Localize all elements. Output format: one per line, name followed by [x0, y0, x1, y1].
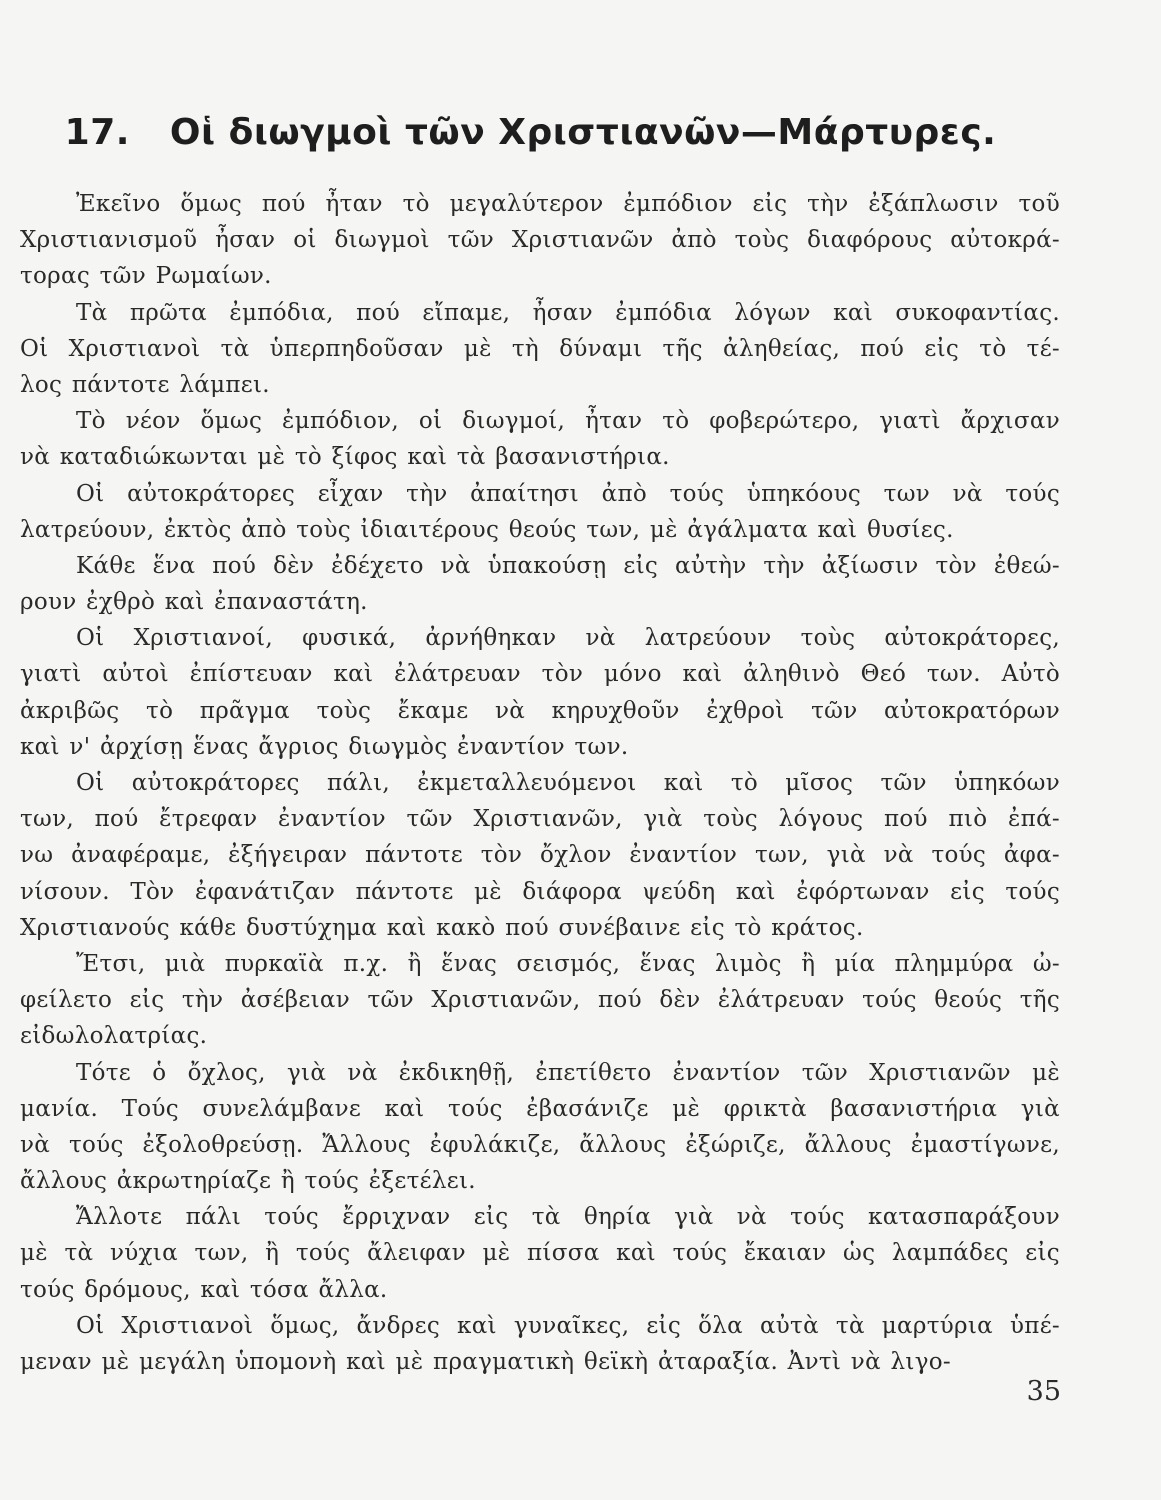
text-line: νίσουν. Τὸν ἐφανάτιζαν πάντοτε μὲ διάφορα ψεύδη καὶ ἐφόρτωναν εἰς τούς: [20, 878, 1060, 905]
text-line: Οἱ αὐτοκράτορες εἶχαν τὴν ἀπαίτησι ἀπὸ τούς ὑπηκόους των νὰ τούς: [76, 480, 1060, 507]
text-line: Χριστιανισμοῦ ἦσαν οἱ διωγμοὶ τῶν Χριστιανῶν ἀπὸ τοὺς διαφόρους αὐτοκρά-: [20, 227, 1060, 254]
text-line: νω ἀναφέραμε, ἐξήγειραν πάντοτε τὸν ὄχλον ἐναντίον των, γιὰ νὰ τούς ἀφα-: [20, 842, 1060, 869]
text-line: Χριστιανούς κάθε δυστύχημα καὶ κακὸ πού συνέβαινε εἰς τὸ κράτος.: [20, 914, 864, 941]
text-line: καὶ ν' ἀρχίσῃ ἕνας ἄγριος διωγμὸς ἐναντίον των.: [20, 733, 629, 760]
text-line: Κάθε ἕνα πού δὲν ἐδέχετο νὰ ὑπακούσῃ εἰς αὐτὴν τὴν ἀξίωσιν τὸν ἐθεώ-: [76, 552, 1060, 579]
paragraph: [20, 620, 1060, 765]
text-line: Τότε ὁ ὄχλος, γιὰ νὰ ἐκδικηθῇ, ἐπετίθετο ἐναντίον τῶν Χριστιανῶν μὲ: [76, 1059, 1060, 1086]
text-line: Ἔτσι, μιὰ πυρκαϊὰ π.χ. ἢ ἕνας σεισμός, ἕνας λιμὸς ἢ μία πλημμύρα ὠ-: [76, 950, 1060, 977]
text-line: τορας τῶν Ρωμαίων.: [20, 263, 272, 290]
text-line: νὰ τούς ἐξολοθρεύσῃ. Ἄλλους ἐφυλάκιζε, ἄλλους ἐξώριζε, ἄλλους ἐμαστίγωνε,: [20, 1131, 1060, 1158]
paragraph: [20, 1308, 1060, 1380]
text-line: λατρεύουν, ἐκτὸς ἀπὸ τοὺς ἰδιαιτέρους θεούς των, μὲ ἀγάλματα καὶ θυσίες.: [20, 516, 954, 543]
text-line: Τὰ πρῶτα ἐμπόδια, πού εἴπαμε, ἦσαν ἐμπόδια λόγων καὶ συκοφαντίας.: [76, 299, 1060, 326]
text-line: ἄλλους ἀκρωτηρίαζε ἢ τούς ἐξετέλει.: [20, 1168, 476, 1195]
text-line: γιατὶ αὐτοὶ ἐπίστευαν καὶ ἐλάτρευαν τὸν μόνο καὶ ἀληθινὸ Θεό των. Αὐτὸ: [20, 661, 1060, 688]
page-body: [20, 186, 1060, 1380]
text-line: μανία. Τούς συνελάμβανε καὶ τούς ἐβασάνιζε μὲ φρικτὰ βασανιστήρια γιὰ: [20, 1095, 1060, 1122]
text-line: Ἄλλοτε πάλι τούς ἔρριχναν εἰς τὰ θηρία γιὰ νὰ τούς κατασπαράξουν: [76, 1204, 1060, 1231]
paragraph: [20, 1055, 1060, 1200]
text-line: ρουν ἐχθρὸ καὶ ἐπαναστάτη.: [20, 589, 368, 616]
text-line: μεναν μὲ μεγάλη ὑπομονὴ καὶ μὲ πραγματικὴ θεϊκὴ ἀταραξία. Ἀντὶ νὰ λιγο-: [20, 1349, 951, 1375]
text-line: λος πάντοτε λάμπει.: [20, 371, 270, 398]
paragraph: [20, 548, 1060, 620]
text-line: Οἱ Χριστιανοὶ ὅμως, ἄνδρες καὶ γυναῖκες, εἰς ὅλα αὐτὰ τὰ μαρτύρια ὑπέ-: [76, 1312, 1060, 1339]
text-line: Τὸ νέον ὅμως ἐμπόδιον, οἱ διωγμοί, ἦταν τὸ φοβερώτερο, γιατὶ ἄρχισαν: [76, 408, 1060, 435]
chapter-heading: Οἱ διωγμοὶ τῶν Χριστιανῶν—Μάρτυρες.: [169, 112, 997, 153]
text-line: Οἱ αὐτοκράτορες πάλι, ἐκμεταλλευόμενοι καὶ τὸ μῖσος τῶν ὑπηκόων: [76, 770, 1060, 796]
chapter-number: 17.: [64, 112, 130, 153]
page-number: 35: [1026, 1376, 1061, 1407]
paragraph: [20, 765, 1060, 946]
text-line: των, πού ἔτρεφαν ἐναντίον τῶν Χριστιανῶν, γιὰ τοὺς λόγους πού πιὸ ἐπά-: [20, 806, 1060, 833]
paragraph: [20, 476, 1060, 548]
text-line: Οἱ Χριστιανοὶ τὰ ὑπερπηδοῦσαν μὲ τὴ δύναμι τῆς ἀληθείας, πού εἰς τὸ τέ-: [20, 335, 1060, 362]
text-line: Ἐκεῖνο ὅμως πού ἦταν τὸ μεγαλύτερον ἐμπόδιον εἰς τὴν ἐξάπλωσιν τοῦ: [76, 191, 1060, 217]
text-line: τούς δρόμους, καὶ τόσα ἄλλα.: [20, 1276, 388, 1303]
chapter-title: [0, 112, 1061, 153]
text-line: φείλετο εἰς τὴν ἀσέβειαν τῶν Χριστιανῶν, πού δὲν ἐλάτρευαν τούς θεούς τῆς: [20, 987, 1060, 1014]
paragraph: [20, 295, 1060, 404]
paragraph: [20, 1199, 1060, 1308]
text-line: εἰδωλολατρίας.: [20, 1023, 208, 1050]
paragraph: [20, 946, 1060, 1055]
text-line: μὲ τὰ νύχια των, ἢ τούς ἄλειφαν μὲ πίσσα καὶ τούς ἔκαιαν ὡς λαμπάδες εἰς: [20, 1240, 1060, 1267]
text-line: Οἱ Χριστιανοί, φυσικά, ἀρνήθηκαν νὰ λατρεύουν τοὺς αὐτοκράτορες,: [76, 625, 1060, 652]
paragraph: [20, 403, 1060, 475]
text-line: ἀκριβῶς τὸ πρᾶγμα τοὺς ἔκαμε νὰ κηρυχθοῦν ἐχθροὶ τῶν αὐτοκρατόρων: [20, 697, 1060, 724]
paragraph: [20, 186, 1060, 295]
text-line: νὰ καταδιώκωνται μὲ τὸ ξίφος καὶ τὰ βασανιστήρια.: [20, 444, 670, 471]
